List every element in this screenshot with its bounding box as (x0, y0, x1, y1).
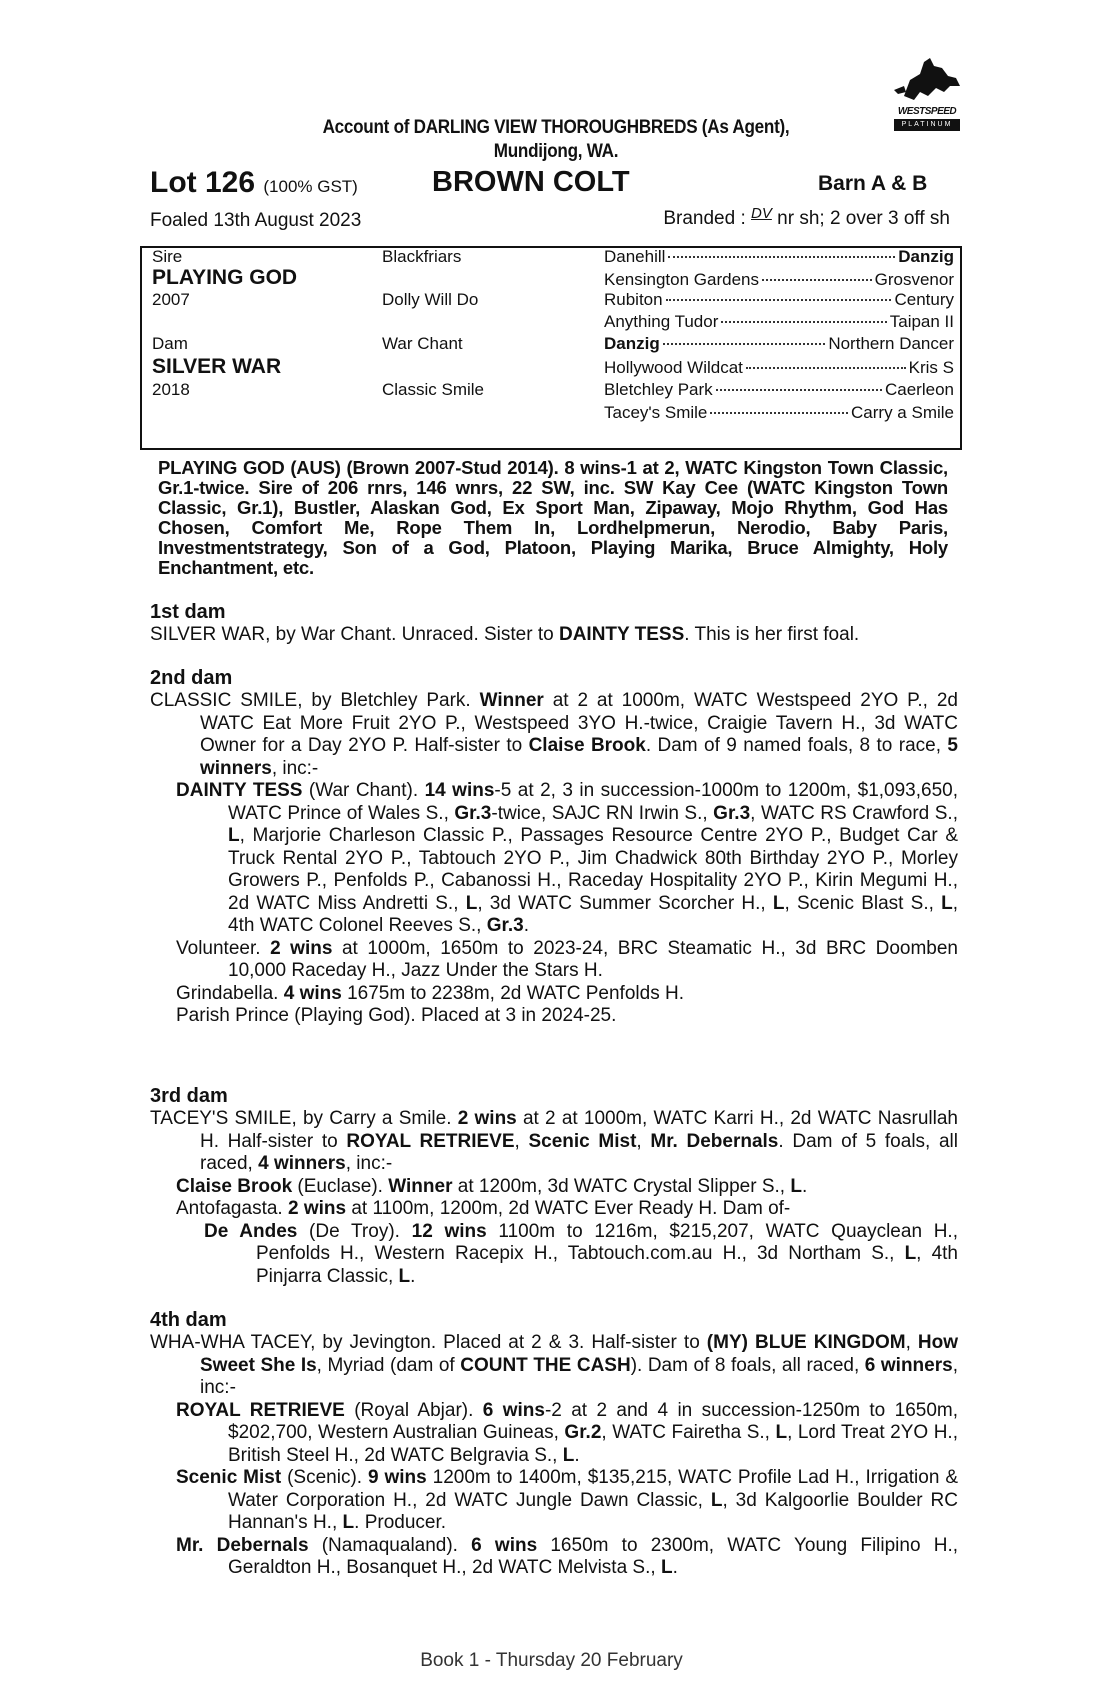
account-line-1: Account of DARLING VIEW THOROUGHBREDS (As Agent), (322, 117, 790, 138)
section-heading: 1st dam (150, 601, 226, 623)
lot-label: Lot 126 (150, 166, 256, 199)
g3-name: Danzig (604, 334, 660, 353)
first-dam-section (150, 600, 958, 647)
brand-mark: DV (751, 205, 772, 222)
third-dam-section (150, 1084, 958, 1288)
progeny-claise-brook: Claise Brook (Euclase). Winner at 1200m, 3d WATC Crystal Slipper S., L. (176, 1175, 808, 1197)
first-dam-text: SILVER WAR, by War Chant. Unraced. Sister to DAINTY TESS. This is her first foal. (150, 624, 860, 645)
g3-name: Bletchley Park (604, 380, 713, 399)
horse-silhouette-icon (890, 52, 964, 106)
sire-name: PLAYING GOD (152, 266, 298, 289)
third-dam-main: TACEY'S SMILE, by Carry a Smile. 2 wins at 2 at 1000m, WATC Karri H., 2d WATC Nasrullah H. Half-sister to ROYAL RETRIEVE, Scenic Mist, Mr. Debernals. Dam of 5 foals, all raced, 4 winners, inc:- (150, 1108, 959, 1174)
lot-number (150, 166, 358, 200)
g3-name: Tacey's Smile (604, 403, 708, 422)
g3-name: Anything Tudor (604, 312, 719, 331)
g3-name: Rubiton (604, 290, 663, 309)
fourth-dam-main: WHA-WHA TACEY, by Jevington. Placed at 2 & 3. Half-sister to (MY) BLUE KINGDOM, How Sweet She Is, Myriad (dam of COUNT THE CASH). Dam of 8 foals, all raced, 6 winners, inc:- (150, 1332, 959, 1398)
sire-year: 2007 (152, 290, 190, 309)
progeny-grindabella: Grindabella. 4 wins 1675m to 2238m, 2d WATC Penfolds H. (176, 982, 684, 1004)
pedigree-g3-row (604, 380, 954, 400)
dam-sire: War Chant (382, 334, 463, 353)
dam-dam: Classic Smile (382, 380, 485, 399)
g3-sire: Kris S (908, 358, 954, 377)
section-heading: 2nd dam (150, 667, 233, 689)
sire-description: PLAYING GOD (AUS) (Brown 2007-Stud 2014). 8 wins-1 at 2, WATC Kingston Town Classic, Gr.1-twice. Sire of 206 rnrs, 146 wnrs, 22 SW, inc. SW Kay Cee (WATC Kingston Town Classic, Gr.1), Bustler, Alaskan God, Ex Sport Man, Zipaway, Mojo Rhythm, God Has Chosen, Comfort Me, Rope Them In, Lordhelpmerun, Nerodio, Baby Paris, Investmentstrategy, Son of a God, Platoon, Playing Marika, Bruce Almighty, Holy Enchantment, etc. (158, 457, 948, 578)
g3-sire: Grosvenor (874, 270, 954, 289)
branded-label: Branded : (663, 208, 746, 229)
sex-colour: BROWN COLT (432, 166, 630, 198)
pedigree-g3-row (604, 334, 954, 354)
dam-label: Dam (152, 334, 188, 353)
foaled-date: Foaled 13th August 2023 (150, 210, 362, 231)
g3-sire: Taipan II (889, 312, 954, 331)
account-line-2: Mundijong, WA. (493, 141, 619, 162)
progeny-antofagasta: Antofagasta. 2 wins at 1100m, 1200m, 2d WATC Ever Ready H. Dam of- (176, 1198, 791, 1219)
progeny-parish-prince: Parish Prince (Playing God). Placed at 3 in 2024-25. (176, 1005, 617, 1026)
logo-tier: PLATINUM (894, 119, 960, 131)
pedigree-g3-row (604, 358, 954, 378)
second-dam-section (150, 666, 958, 1028)
pedigree-table (140, 246, 962, 450)
sire-dam: Dolly Will Do (382, 290, 479, 309)
g3-name: Hollywood Wildcat (604, 358, 743, 377)
second-dam-main: CLASSIC SMILE, by Bletchley Park. Winner at 2 at 1000m, WATC Westspeed 2YO P., 2d WATC Eat More Fruit 2YO P., Westspeed 3YO H.-twice, Craigie Tavern H., 3d WATC Owner for a Day 2YO P. Half-sister to Claise Brook. Dam of 9 named foals, 8 to race, 5 winners, inc:- (150, 690, 958, 779)
westspeed-logo (890, 52, 964, 138)
fourth-dam-section (150, 1308, 958, 1580)
progeny-volunteer: Volunteer. 2 wins at 1000m, 1650m to 2023-24, BRC Steamatic H., 3d BRC Doomben 10,000 Raceday H., Jazz Under the Stars H. (176, 937, 959, 981)
barn-location: Barn A & B (818, 172, 928, 195)
pedigree-g3-row (604, 290, 954, 310)
logo-brand: WESTSPEED (897, 106, 957, 117)
branded-info (663, 205, 950, 230)
pedigree-g3-row (604, 270, 954, 290)
progeny-de-andes: De Andes (De Troy). 12 wins 1100m to 1216m, $215,207, WATC Quayclean H., Penfolds H., Western Racepix H., Tabtouch.com.au H., 3d Northam S., L, 4th Pinjarra Classic, L. (204, 1220, 958, 1287)
section-heading: 4th dam (150, 1309, 227, 1331)
progeny-dainty-tess: DAINTY TESS (War Chant). 14 wins-5 at 2, 3 in succession-1000m to 1200m, $1,093,650, WATC Prince of Wales S., Gr.3-twice, SAJC RN Irwin S., Gr.3, WATC RS Crawford S., L, Marjorie Charleson Classic P., Passages Resource Centre 2YO P., Budget Car & Truck Rental 2YO P., Tabtouch 2YO P., Jim Chadwick 80th Birthday 2YO P., Morley Growers P., Penfolds P., Cabanossi H., Raceday Hospitality 2YO P., Kirin Megumi H., 2d WATC Miss Andretti S., L, 3d WATC Summer Scorcher H., L, Scenic Blast S., L, 4th WATC Colonel Reeves S., Gr.3. (176, 780, 958, 936)
g3-sire: Carry a Smile (851, 403, 954, 422)
pedigree-g3-row (604, 247, 954, 267)
branded-description: nr sh; 2 over 3 off sh (777, 208, 950, 229)
page-footer: Book 1 - Thursday 20 February (420, 1650, 683, 1671)
g3-sire: Century (894, 290, 954, 309)
g3-sire: Danzig (898, 247, 954, 266)
g3-sire: Caerleon (885, 380, 954, 399)
progeny-mr-debernals: Mr. Debernals (Namaqualand). 6 wins 1650m to 2300m, WATC Young Filipino H., Geraldton H., Bosanquet H., 2d WATC Melvista S., L. (176, 1534, 959, 1578)
progeny-scenic-mist: Scenic Mist (Scenic). 9 wins 1200m to 1400m, $135,215, WATC Profile Lad H., Irrigation & Water Corporation H., 2d WATC Jungle Dawn Classic, L, 3d Kalgoorlie Boulder RC Hannan's H., L. Producer. (176, 1467, 958, 1533)
sire-sire: Blackfriars (382, 247, 462, 266)
g3-name: Danehill (604, 247, 666, 266)
section-heading: 3rd dam (150, 1085, 228, 1107)
pedigree-g3-row (604, 403, 954, 423)
gst-note: (100% GST) (263, 177, 358, 196)
pedigree-g3-row (604, 312, 954, 332)
dam-name: SILVER WAR (152, 355, 282, 378)
progeny-royal-retrieve: ROYAL RETRIEVE (Royal Abjar). 6 wins-2 at 2 and 4 in succession-1250m to 1650m, $202,700, Western Australian Guineas, Gr.2, WATC Fairetha S., L, Lord Treat 2YO H., British Steel H., 2d WATC Belgravia S., L. (176, 1399, 958, 1466)
g3-sire: Northern Dancer (828, 334, 954, 353)
vendor-account (268, 116, 844, 164)
dam-year: 2018 (152, 380, 190, 399)
g3-name: Kensington Gardens (604, 270, 759, 289)
sire-label: Sire (152, 247, 183, 266)
